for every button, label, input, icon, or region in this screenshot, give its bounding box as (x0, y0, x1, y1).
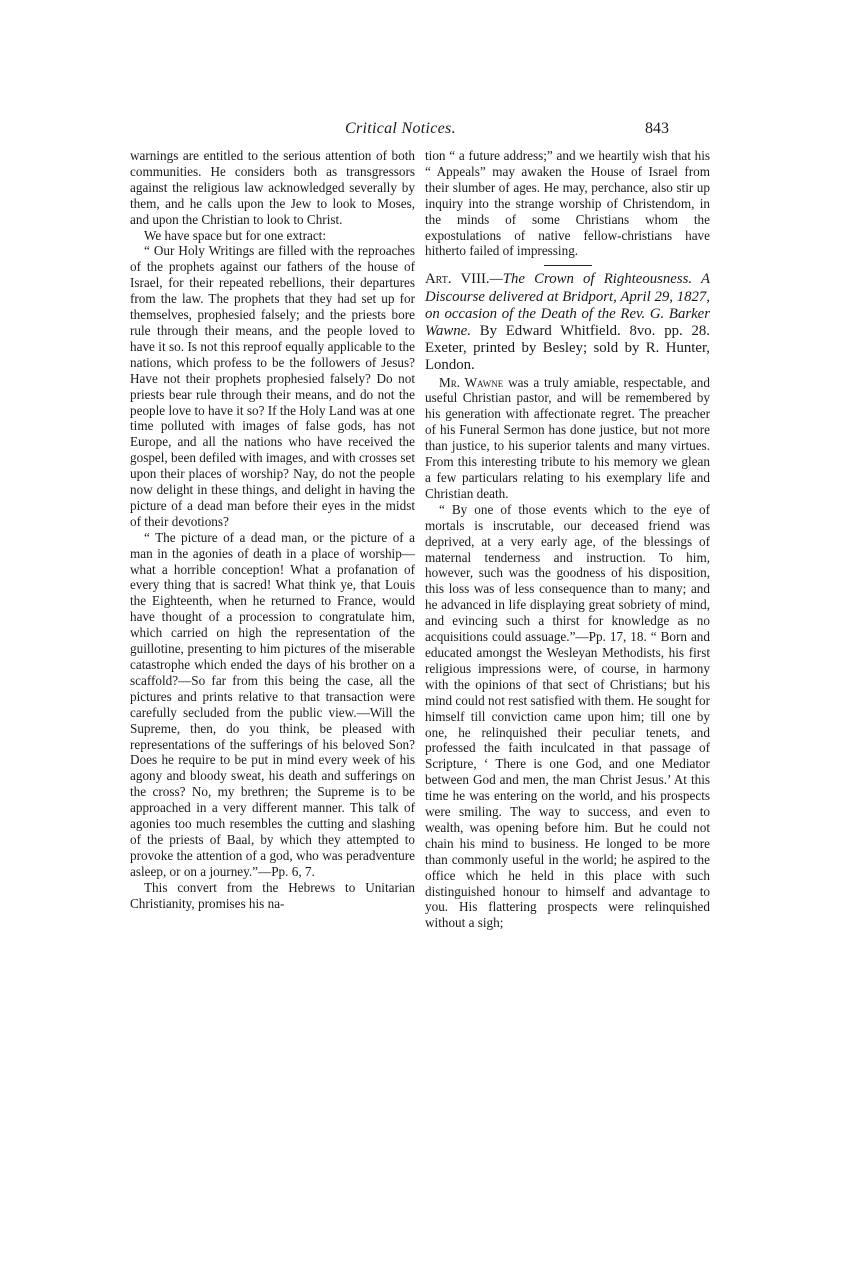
continued-paragraph-right: tion “ a future address;” and we heartily wish that his “ Appeals” may awaken the House of Israel from their slumber of ages. He may, perchance, also stir up inquiry into the strange worship of Christendom, in the minds of some Christians whom the expostulations of native fellow-christians have hitherto failed of impressing. (425, 148, 710, 259)
left-column (130, 148, 415, 912)
section-divider (544, 265, 592, 266)
review-quote: “ By one of those events which to the eye of mortals is inscrutable, our deceased friend was deprived, at a very early age, of the blessings of maternal tenderness and instruction. To him, however, such was the goodness of his disposition, this loss was of less consequence than to many; and he advanced in life displaying great sobriety of mind, and evincing such a thirst for knowledge as no acquisitions could assuage.”—Pp. 17, 18. “ Born and educated amongst the Wesleyan Methodists, his first religious impressions were, of course, in harmony with the opinions of that sect of Christians; but his mind could not rest satisfied with them. He sought for himself till conviction came upon him; till one by one, he relinquished their peculiar tenets, and professed the faith inculcated in that passage of Scripture, ‘ There is one God, and one Mediator between God and men, the man Christ Jesus.’ At this time he was entering on the world, and his prospects were smiling. The way to success, and even to wealth, was opening before him. But he could not chain his mind to business. He longed to be more than commonly useful in the world; he aspired to the office which he held in this place with such distinguished honour to himself and advantage to you. His flattering prospects were relinquished without a sigh; (425, 501, 710, 931)
running-head-title: Critical Notices. (345, 120, 456, 137)
closing-paragraph: This convert from the Hebrews to Unitarian Christianity, promises his na- (130, 879, 415, 911)
article-heading (425, 271, 710, 374)
extract-intro: We have space but for one extract: (144, 227, 327, 243)
quote-paragraph-1: “ Our Holy Writings are filled with the reproaches of the prophets against our fathers of the house of Israel, for their repeated rebellions, their departures from the law. The prophets that they had set up for themselves, prophesied falsely; and the priests bore rule through their means, and the people loved to have it so. Is not this reproof equally applicable to the nations, which profess to be the followers of Jesus? Have not their prophets prophesied falsely? Do not priests bear rule through their means, and do not the people love to have it so? If the Holy Land was at one time polluted with images of false gods, has not Europe, and all the nations who have received the gospel, been defiled with images, and with crosses set upon their places of worship? Nay, do not the people now delight in these things, and delight in having the picture of a dead man before their eyes in the midst of their devotions? (130, 243, 415, 529)
page-number: 843 (645, 120, 669, 137)
review-paragraph-1-text: was a truly amiable, respectable, and useful Christian pastor, and will be remembered by his generation with affectionate regret. The preacher of his Funeral Sermon has done justice, but not more than justice, to his superior talents and many virtues. From this interesting tribute to his memory we glean a few particulars relating to his exemplary life and Christian death. (425, 374, 710, 501)
continued-paragraph: warnings are entitled to the serious attention of both communities. He considers both as transgressors against the religious law acknowledged severally by them, and he calls upon the Jew to look to Moses, and upon the Christian to look to Christ. (130, 148, 415, 227)
right-column (425, 148, 710, 931)
article-number: Art. VIII. (425, 271, 490, 288)
review-paragraph-1 (425, 375, 710, 502)
article-title: —The Crown of Righteousness. A Discourse delivered at Bridport, April 29, 1827, on occasion of the Death of the Rev. G. Barker Wawne. (425, 271, 710, 339)
running-head (0, 120, 843, 144)
quote-paragraph-2: “ The picture of a dead man, or the picture of a man in the agonies of death in a place of worship—what a horrible conception! What a profanation of every thing that is sacred! What think ye, that Louis the Eighteenth, when he returned to France, would have thought of a procession to congratulate him, which carried on high the representation of the guillotine, presenting to him pictures of the miserable catastrophe which ended the days of his brother on a scaffold?—So far from this being the case, all the pictures and prints relative to that transaction were carefully secluded from the public view.—Will the Supreme, then, do you think, be pleased with representations of the sufferings of his beloved Son? Does he require to be put in mind every week of his agony and bloody sweat, his death and sufferings on the cross? No, my brethren; the Supreme is to be approached in a very different manner. This talk of agonies too much resembles the cutting and slashing of the priests of Baal, by which they attempted to provoke the attention of a god, who was peradventure asleep, or on a journey.”—Pp. 6, 7. (130, 529, 415, 879)
article-imprint: By Edward Whitfield. 8vo. pp. 28. Exeter, printed by Besley; sold by R. Hunter, London. (425, 322, 710, 374)
subject-name: Mr. Wawne (439, 374, 504, 390)
